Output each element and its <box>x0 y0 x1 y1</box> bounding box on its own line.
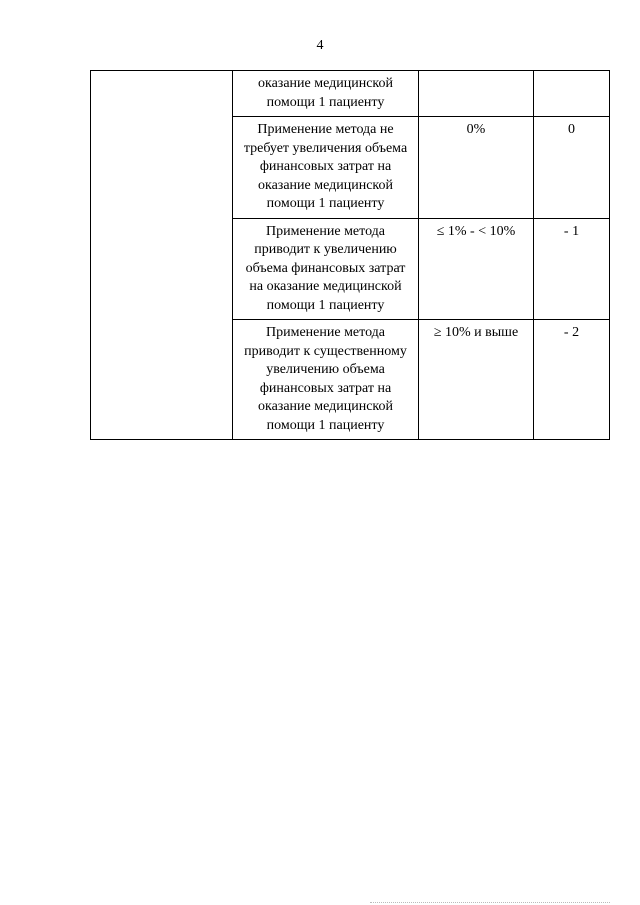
description-line: увеличению объема <box>266 362 385 377</box>
description-line: Применение метода <box>265 325 386 340</box>
description-line: финансовых затрат на <box>259 159 392 174</box>
description-cell <box>233 320 419 440</box>
score-cell <box>534 71 610 117</box>
description-line: помощи 1 пациенту <box>266 417 385 433</box>
scan-artifact <box>370 901 610 903</box>
score-cell: - 2 <box>534 320 610 440</box>
description-line: помощи 1 пациенту <box>266 297 385 313</box>
description-cell <box>233 218 419 320</box>
range-cell: ≥ 10% и выше <box>419 320 534 440</box>
description-cell <box>233 71 419 117</box>
description-line: оказание медицинской <box>257 177 394 193</box>
description-line: оказание медицинской <box>257 76 394 91</box>
description-line: финансовых затрат на <box>259 380 392 396</box>
range-cell: 0% <box>419 117 534 219</box>
description-line: объема финансовых затрат <box>245 260 406 276</box>
description-line: приводит к увеличению <box>254 242 397 257</box>
description-cell <box>233 117 419 219</box>
criterion-cell <box>91 71 233 440</box>
score-cell: - 1 <box>534 218 610 320</box>
description-line: оказание медицинской <box>257 399 394 414</box>
description-line: помощи 1 пациенту <box>266 196 385 211</box>
description-line: Применение метода не <box>257 122 394 137</box>
description-line: помощи 1 пациенту <box>266 94 385 110</box>
table-row <box>91 71 610 117</box>
criteria-table <box>90 70 610 440</box>
range-cell <box>419 71 534 117</box>
range-cell: ≤ 1% - < 10% <box>419 218 534 320</box>
score-cell: 0 <box>534 117 610 219</box>
description-line: на оказание медицинской <box>249 279 402 294</box>
description-line: Применение метода <box>265 223 386 239</box>
page-number: 4 <box>316 38 324 53</box>
description-line: требует увеличения объема <box>243 140 408 156</box>
description-line: приводит к существенному <box>244 343 407 359</box>
